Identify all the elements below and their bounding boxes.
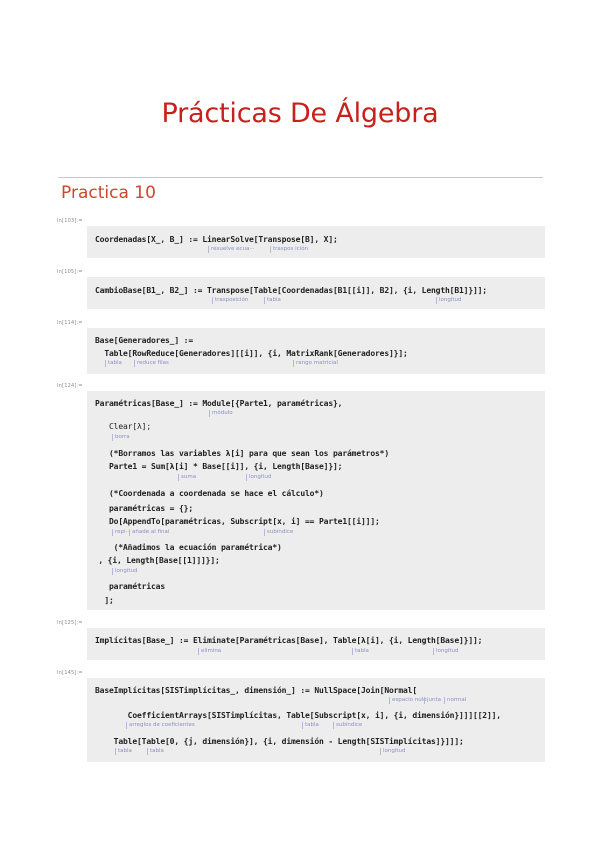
code-line[interactable]: Paramétricas[Base_] := Module[{Parte1, paramétricas}, bbox=[95, 399, 343, 408]
code-line[interactable]: Table[Table[0, {j, dimensión}], {i, dimensión - Length[SISTimplícitas]}]]]; bbox=[95, 737, 464, 746]
code-line[interactable]: Base[Generadores_] := bbox=[95, 336, 193, 345]
usage-annotation: longitud bbox=[249, 474, 272, 480]
usage-annotation: subíndice bbox=[336, 722, 363, 728]
code-comment[interactable]: (*Añadimos la ecuación paramétrica*) bbox=[95, 543, 282, 552]
code-line[interactable]: Table[RowReduce[Generadores][[i]], {i, MatrixRank[Generadores]}]; bbox=[95, 349, 408, 358]
code-comment[interactable]: (*Coordenada a coordenada se hace el cálculo*) bbox=[95, 489, 324, 498]
section-divider bbox=[58, 177, 543, 178]
usage-annotation: longitud bbox=[115, 568, 138, 574]
code-line[interactable]: Parte1 = Sum[λ[i] * Base[[i]], {i, Length[Base]}]; bbox=[95, 462, 343, 471]
usage-annotation: trasposición bbox=[215, 297, 249, 303]
usage-annotation: elimina bbox=[201, 648, 222, 654]
notebook-title: Prácticas De Álgebra bbox=[161, 98, 439, 129]
code-line[interactable]: CambioBase[B1_, B2_] := Transpose[Table[Coordenadas[B1[[i]], B2], {i, Length[B1]}]]; bbox=[95, 286, 487, 295]
code-line[interactable]: Coordenadas[X_, B_] := LinearSolve[Transpose[B], X]; bbox=[95, 235, 338, 244]
usage-annotation: tabla bbox=[108, 360, 122, 366]
code-line[interactable]: CoefficientArrays[SISTimplícitas, Table[Subscript[x, i], {i, dimensión}]]][[2]], bbox=[95, 711, 501, 720]
code-line[interactable]: BaseImplícitas[SISTimplícitas_, dimensión_] := NullSpace[Join[Normal[ bbox=[95, 686, 417, 695]
usage-annotation: borra bbox=[115, 434, 130, 440]
cell-label: In[103]:= bbox=[57, 218, 83, 224]
usage-annotation: arreglos de coeficientes bbox=[129, 722, 195, 728]
usage-annotation: junta bbox=[427, 697, 442, 703]
code-line[interactable]: paramétricas = {}; bbox=[95, 504, 193, 513]
input-cell[interactable] bbox=[87, 678, 545, 762]
code-line[interactable]: ]; bbox=[95, 596, 114, 605]
usage-annotation: espacio nulo bbox=[392, 697, 427, 703]
usage-annotation: longitud bbox=[439, 297, 462, 303]
cell-label: In[145]:= bbox=[57, 670, 83, 676]
usage-annotation: tabla bbox=[355, 648, 369, 654]
input-cell[interactable] bbox=[87, 628, 545, 660]
code-line[interactable]: Clear[λ]; bbox=[95, 422, 151, 431]
usage-annotation: longitud bbox=[436, 648, 459, 654]
code-line[interactable]: Do[AppendTo[paramétricas, Subscript[x, i] == Parte1[[i]]]; bbox=[95, 517, 380, 526]
usage-annotation: subíndice bbox=[267, 529, 294, 535]
section-heading: Practica 10 bbox=[61, 183, 156, 203]
usage-annotation: tabla bbox=[267, 297, 281, 303]
input-cell[interactable] bbox=[87, 328, 545, 374]
usage-annotation: tabla bbox=[118, 748, 132, 754]
usage-annotation: añade al final bbox=[132, 529, 170, 535]
usage-annotation: rango matricial bbox=[296, 360, 338, 366]
usage-annotation: tabla bbox=[305, 722, 319, 728]
input-cell[interactable] bbox=[87, 226, 545, 258]
usage-annotation: tabla bbox=[150, 748, 164, 754]
input-cell[interactable] bbox=[87, 277, 545, 309]
code-line[interactable]: Implícitas[Base_] := Eliminate[Paramétricas[Base], Table[λ[i], {i, Length[Base]}]]; bbox=[95, 636, 483, 645]
usage-annotation: traspos ición bbox=[273, 246, 309, 252]
usage-annotation: longitud bbox=[383, 748, 406, 754]
code-line[interactable]: , {i, Length[Base[[1]]]}]; bbox=[89, 556, 220, 565]
input-cell[interactable] bbox=[87, 391, 545, 610]
cell-label: In[125]:= bbox=[57, 620, 83, 626]
code-line[interactable]: paramétricas bbox=[95, 582, 165, 591]
usage-annotation: resuelve ecua··· bbox=[211, 246, 257, 252]
cell-label: In[105]:= bbox=[57, 269, 83, 275]
usage-annotation: repi··· bbox=[115, 529, 133, 535]
usage-annotation: normal bbox=[447, 697, 467, 703]
usage-annotation: reduce filas bbox=[137, 360, 169, 366]
usage-annotation: módulo bbox=[212, 410, 233, 416]
code-comment[interactable]: (*Borramos las variables λ[i] para que sean los parámetros*) bbox=[95, 449, 389, 458]
cell-label: In[124]:= bbox=[57, 383, 83, 389]
cell-label: In[114]:= bbox=[57, 320, 83, 326]
usage-annotation: suma bbox=[181, 474, 197, 480]
